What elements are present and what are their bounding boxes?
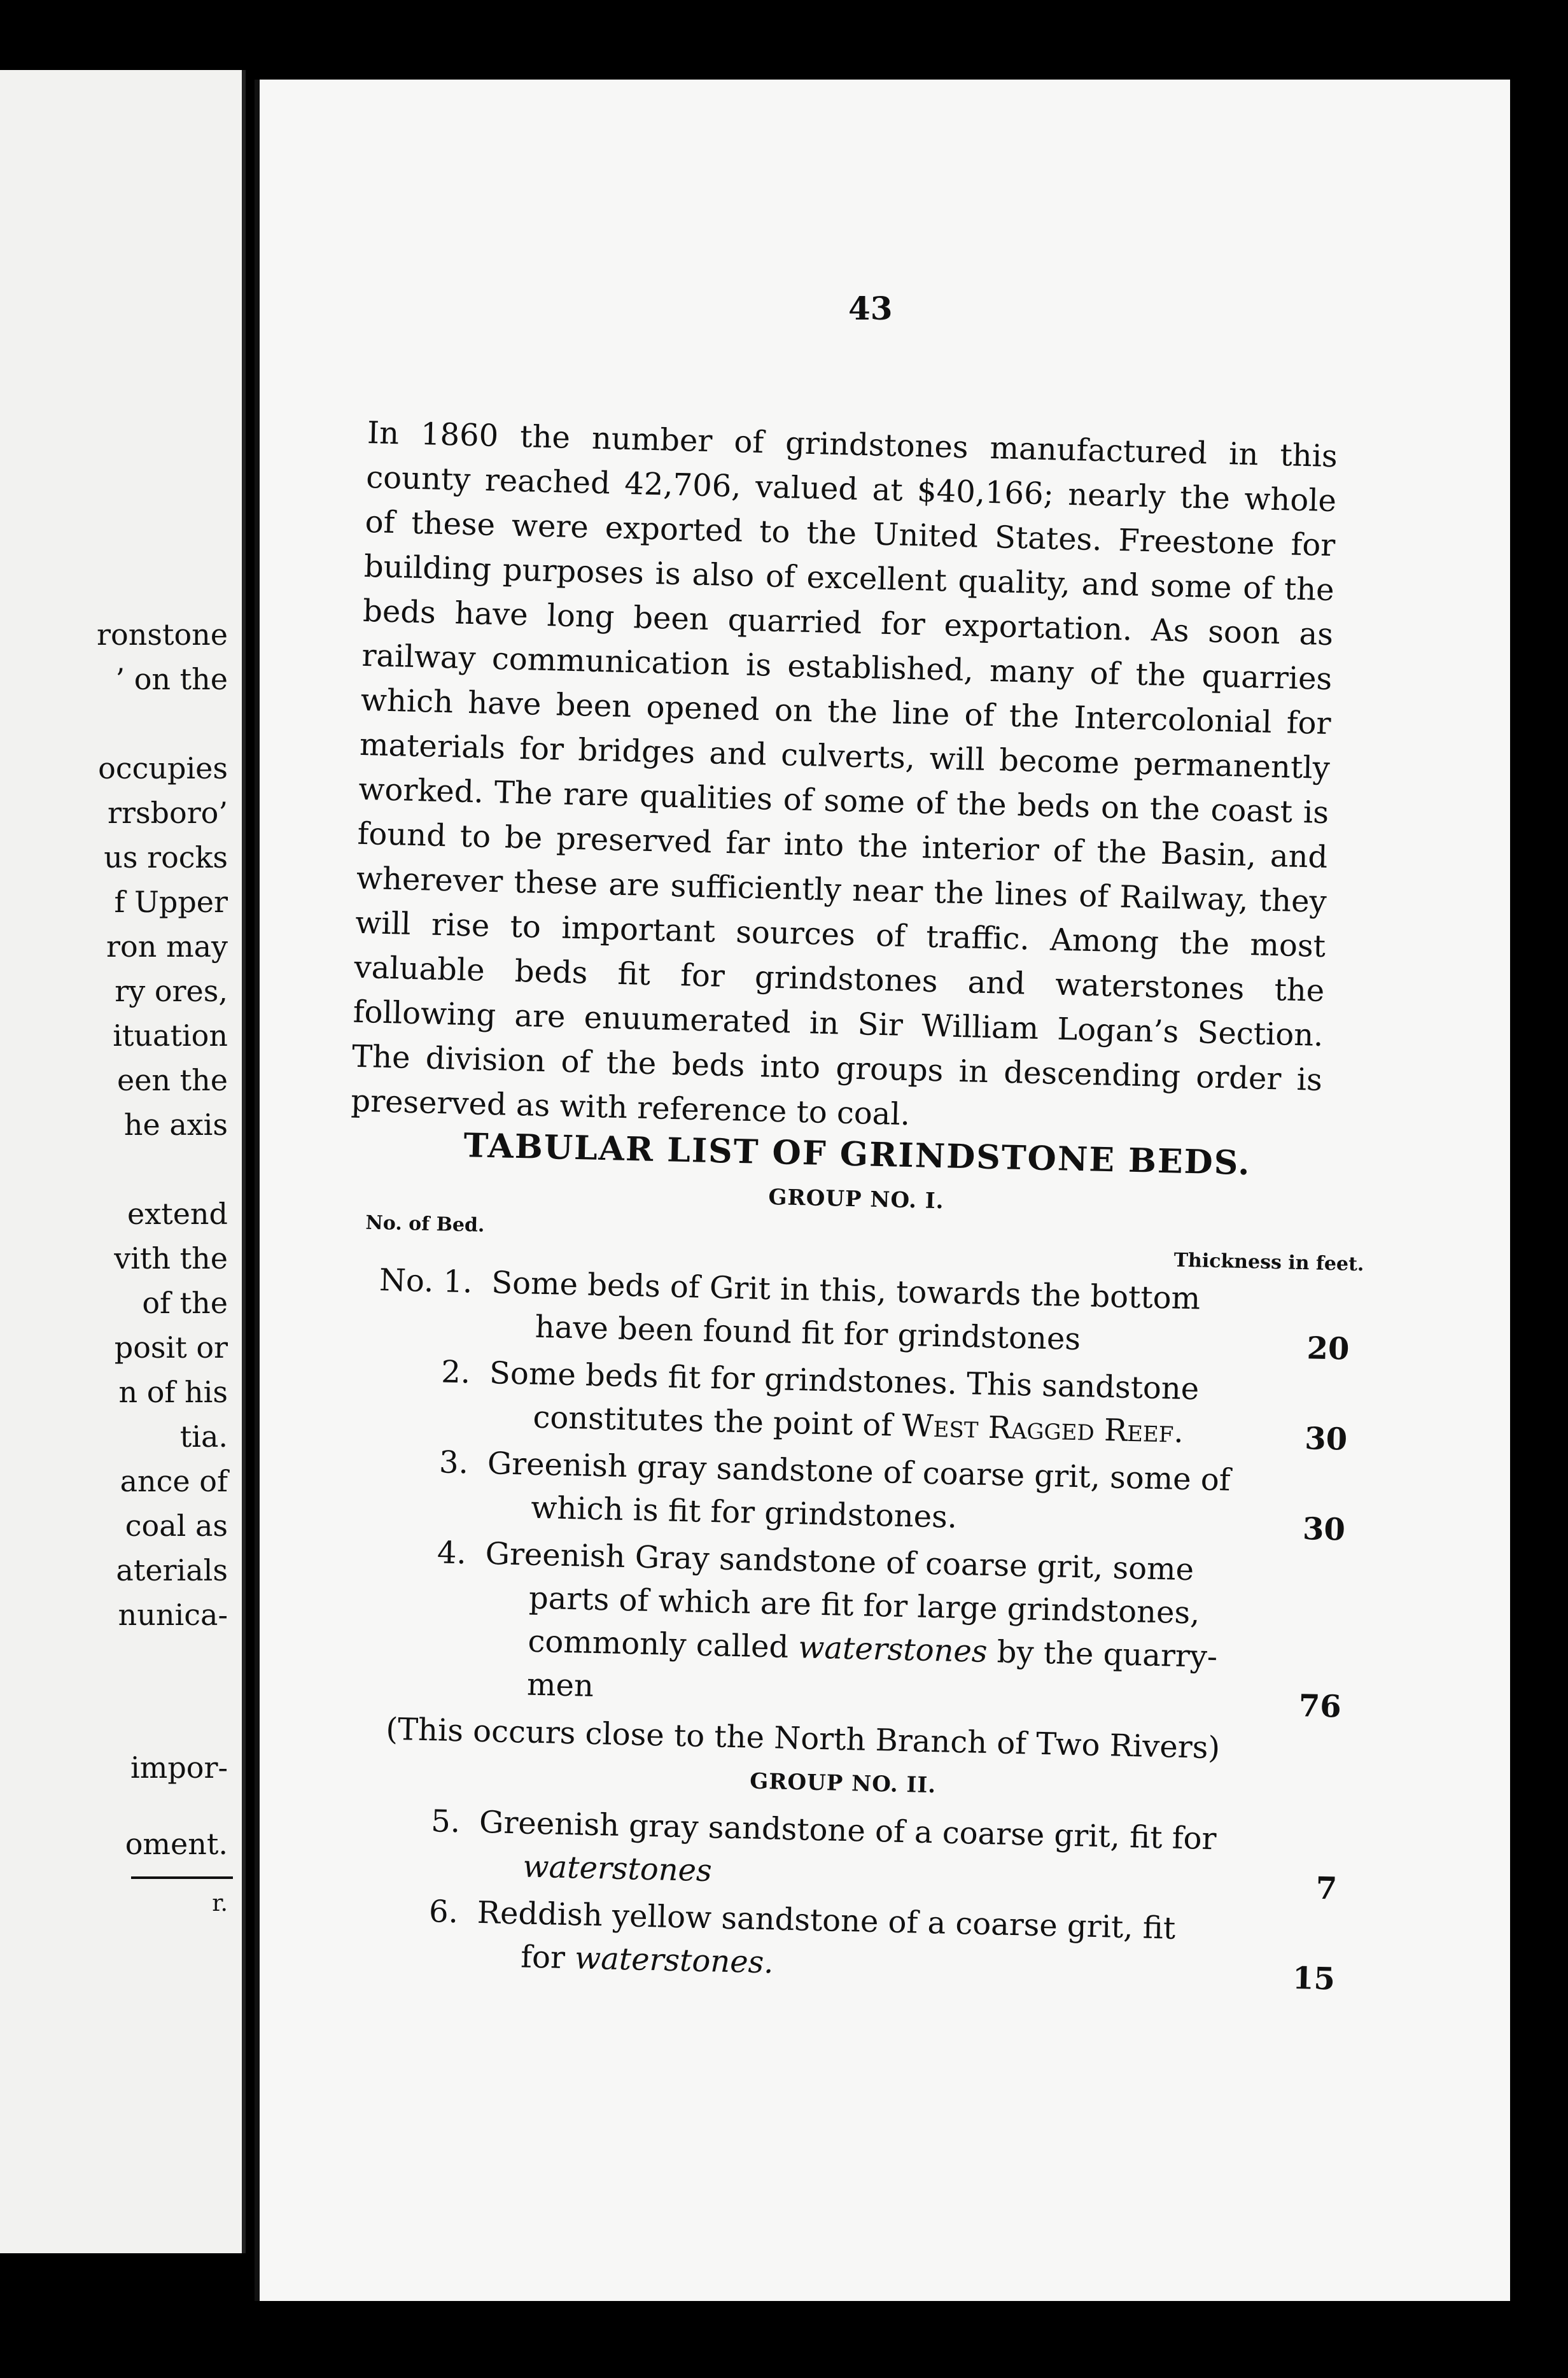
bed-desc-line: have been found fit for grindstones — [535, 1309, 1081, 1358]
grindstone-table — [330, 1123, 1367, 2001]
bed-desc-text: constitutes the point of — [532, 1399, 893, 1444]
bed-description — [486, 1442, 1284, 1546]
bed-thickness: 20 — [1306, 1330, 1350, 1367]
bed-desc-line: parts of which are fit for large grindstones, — [528, 1580, 1200, 1631]
table-title: TABULAR LIST OF GRINDSTONE BEDS. — [463, 1126, 1252, 1183]
left-line-21: nunica- — [118, 1598, 228, 1632]
place-name: West Ragged Reef. — [901, 1407, 1184, 1450]
left-line-19: coal as — [125, 1509, 228, 1543]
bed-desc-line: Greenish Gray sandstone of coarse grit, some — [485, 1536, 1194, 1588]
bed-thickness: 15 — [1292, 1960, 1336, 1997]
bed-thickness: 30 — [1302, 1511, 1346, 1548]
bed-thickness: 76 — [1298, 1688, 1342, 1725]
bed-description — [488, 1351, 1285, 1456]
bed-desc-line: Some beds of Grit in this, towards the bottom — [491, 1265, 1201, 1317]
left-line-2: ’ on the — [115, 662, 228, 696]
left-line-13: vith the — [114, 1241, 228, 1276]
page-number: 43 — [848, 290, 893, 327]
bed-desc-line: Some beds fit for grindstones. This sandstone — [489, 1355, 1200, 1407]
left-line-4: rrsboro’ — [107, 796, 228, 830]
table-note: (This occurs close to the North Branch of Two Rivers) — [385, 1711, 1221, 1766]
bed-description — [490, 1261, 1287, 1365]
intro-text: In 1860 the number of grindstones manufactured in this county reached 42,706, valued at $40,166; nearly the whole of these were exported to the United States. Freestone for building purposes is also of excellent quality, and some of the beds have long been quarried for exportation. As soon as railway communication is established, many of the quarries which have been opened on the line of the Intercolonial for materials for bridges and culverts, will become permanently worked. The rare qualities of some of the beds on the coast is found to be preserved far into the interior of the Basin, and wherever these are sufficiently near the lines of Railway, they will rise to important sources of traffic. Among the most valuable beds fit for grindstones and waterstones the following are enuumerated in Sir William Logan’s Section. The division of the beds into groups in descending order is preserved as with reference to coal. — [350, 414, 1338, 1133]
left-line-5: us rocks — [104, 840, 228, 875]
bed-description — [478, 1801, 1275, 1905]
bed-row-2 — [342, 1348, 1362, 1458]
left-line-22: impor- — [130, 1750, 228, 1785]
bed-row-4 — [335, 1529, 1357, 1725]
left-line-6: f Upper — [114, 885, 228, 919]
bed-description — [482, 1532, 1281, 1723]
left-line-7: ron may — [106, 929, 228, 964]
col-bed-header: No. of Bed. — [365, 1211, 485, 1237]
left-line-23: oment. — [125, 1827, 228, 1861]
bed-desc-line: Greenish gray sandstone of a coarse grit, fit for — [479, 1804, 1217, 1857]
left-line-9: ituation — [113, 1018, 228, 1053]
bed-desc-text: commonly called — [527, 1623, 789, 1665]
left-line-15: posit or — [114, 1330, 228, 1365]
bed-desc-line: Greenish gray sandstone of coarse grit, some of — [487, 1446, 1231, 1498]
bed-number: 5. — [430, 1803, 461, 1840]
left-line-20: aterials — [116, 1553, 228, 1587]
italic-term: waterstones — [522, 1848, 713, 1889]
left-line-10: een the — [116, 1063, 228, 1097]
bed-row-5 — [332, 1798, 1352, 1907]
right-page — [255, 80, 1510, 2301]
left-line-16: n of his — [118, 1375, 228, 1409]
bed-desc-text: by the quarry- — [997, 1634, 1218, 1675]
left-line-12: extend — [127, 1197, 228, 1231]
col-thickness-header: Thickness in feet. — [1173, 1249, 1364, 1276]
left-page — [0, 70, 246, 2253]
left-line-1: ronstone — [97, 617, 228, 652]
bed-description — [476, 1891, 1273, 1995]
bed-desc-line: Reddish yellow sandstone of a coarse grit, fit — [477, 1894, 1176, 1946]
left-line-8: ry ores, — [115, 974, 228, 1008]
left-line-17: tia. — [179, 1419, 228, 1454]
left-line-24: r. — [212, 1890, 228, 1917]
left-line-3: occupies — [98, 751, 228, 785]
bed-desc-line: men — [526, 1666, 594, 1704]
group-heading-2: GROUP NO. II. — [749, 1768, 937, 1799]
left-line-18: ance of — [120, 1464, 228, 1498]
bed-desc-line: which is fit for grindstones. — [530, 1489, 958, 1535]
left-line-14: of the — [142, 1286, 228, 1320]
group-heading-1: GROUP NO. I. — [768, 1184, 944, 1214]
bed-thickness: 7 — [1315, 1870, 1338, 1907]
bed-number: 4. — [437, 1535, 467, 1572]
bed-thickness: 30 — [1304, 1421, 1348, 1458]
bed-row-6 — [330, 1888, 1350, 1997]
left-footnote-rule — [131, 1876, 233, 1879]
bed-desc-text: for — [520, 1939, 566, 1976]
intro-paragraph — [351, 411, 1338, 1147]
italic-term: waterstones — [797, 1629, 988, 1670]
bed-number: 3. — [438, 1444, 469, 1481]
italic-term: waterstones. — [574, 1940, 774, 1981]
bed-number: 6. — [428, 1894, 459, 1931]
bed-number: 2. — [440, 1354, 471, 1391]
left-line-11: he axis — [123, 1108, 228, 1142]
bed-number: No. 1. — [379, 1262, 473, 1300]
